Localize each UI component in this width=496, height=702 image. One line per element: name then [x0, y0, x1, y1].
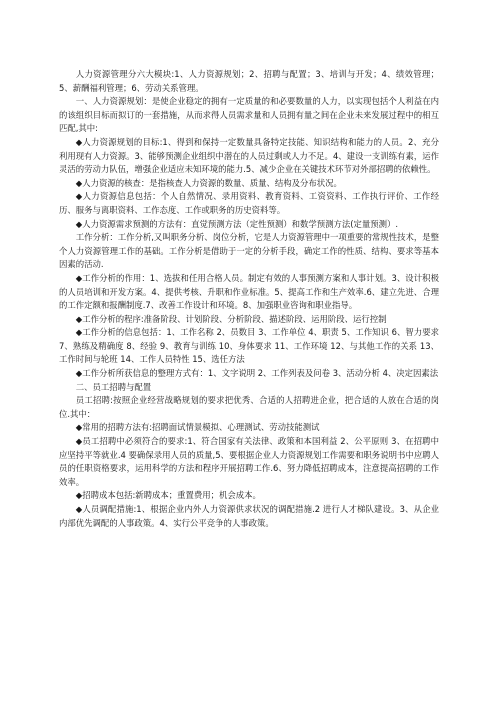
job-analysis-role-paragraph: ◆工作分析的作用：1、选拔和任用合格人员。制定有效的人事预测方案和人事计划。3、设计积极的人员培训和开发方案。4、提供考核、升职和作业标准。5、提高工作和生产效率.6、建立先进、合理的工作定额和报酬制度.7、改善工作设计和环境。8、加强职业咨询和职业指导。 [59, 272, 439, 311]
recruitment-methods-paragraph: ◆常用的招聘方法有:招聘面试情景模拟、心理测试、劳动技能测试 [75, 422, 320, 433]
job-analysis-paragraph: 工作分析：工作分析,又叫职务分析、岗位分析，它是人力资源管理中一项重要的常规性技术，是整个人力资源管理工作的基础。工作分析是借助于一定的分析手段，确定工作的性质、结构、要求等基本因素的活动. [59, 232, 439, 270]
recruitment-definition-paragraph: 员工招聘:按照企业经营战略规划的要求把优秀、合适的人招聘进企业，把合适的人放在合适的岗位.其中： [59, 395, 439, 419]
hr-audit-paragraph: ◆人力资源的核查：是指核查人力资源的数量、质量、结构及分布状况。 [75, 177, 342, 188]
job-analysis-procedure-paragraph: ◆工作分析的程序:准备阶段、计划阶段、分析阶段、描述阶段、运用阶段、运行控制 [75, 313, 387, 324]
hr-info-paragraph: ◆人力资源信息包括：个人自然情况、录用资料、教育资料、工资资料、工作执行评价、工作经历、服务与离职资料、工作态度、工作或职务的历史资料等。 [59, 191, 439, 215]
info-organization-paragraph: ◆工作分析所获信息的整理方式有：1、文字说明 2、工作列表及问卷 3、活动分析 4、决定因素法 [75, 368, 439, 379]
staff-allocation-paragraph: ◆人员调配措施:1、根据企业内外人力资源供求状况的调配措施.2 进行人才梯队建设。3、从企业内部优先调配的人事政策。4、实行公平竞争的人事政策。 [59, 504, 439, 528]
section-1-heading-paragraph: 一、人力资源规划：是使企业稳定的拥有一定质量的和必要数量的人力，以实现包括个人利益在内的该组织目标而拟订的一套措施，从而求得人员需求量和人员拥有量之间在企业未来发展过程中的相互匹配,其中: [59, 96, 439, 134]
recruitment-cost-paragraph: ◆招聘成本包括:新聘成本；重置费用；机会成本。 [75, 490, 261, 501]
document-body [59, 68, 439, 530]
demand-forecast-paragraph: ◆人力资源需求预测的方法有：直觉预测方法（定性预测）和数学预测方法(定量预测）. [75, 218, 399, 229]
intro-paragraph: 人力资源管理分六大模块:1、人力资源规划；2、招聘与配置；3、培训与开发；4、绩效管理；5、薪酬福利管理；6、劳动关系管理。 [59, 69, 439, 93]
recruitment-requirements-paragraph: ◆员工招聘中必须符合的要求:1、符合国家有关法律、政策和本国利益 2、公平原则 3、在招聘中应坚持平等就业.4 要确保录用人员的质量,5、要根据企业人力资源规划工作需要和职务说明书中应聘人员的任职资格要求，运用科学的方法和程序开展招聘工作.6、努力降低招聘成本，注意提高招聘的工作效率。 [59, 436, 439, 487]
section-2-heading: 二、员工招聘与配置 [75, 381, 152, 392]
planning-goals-paragraph: ◆人力资源规划的目标:1、得到和保持一定数量具备特定技能、知识结构和能力的人员。2、充分利用现有人力资源。3、能够预测企业组织中潜在的人员过剩或人力不足。4、建设一支训练有素，运作灵活的劳动力队伍，增强企业适应未知环境的能力.5、减少企业在关键技术环节对外部招聘的依赖性。 [59, 136, 439, 175]
job-analysis-info-paragraph: ◆工作分析的信息包括：1、工作名称 2、员数目 3、工作单位 4、职责 5、工作知识 6、智力要求 7、熟练及精确度 8、经验 9、教育与训练 10、身体要求 11、工作环境 12、与其他工作的关系 13、工作时间与轮班 14、工作人员特性 15、选任方法 [59, 327, 439, 365]
